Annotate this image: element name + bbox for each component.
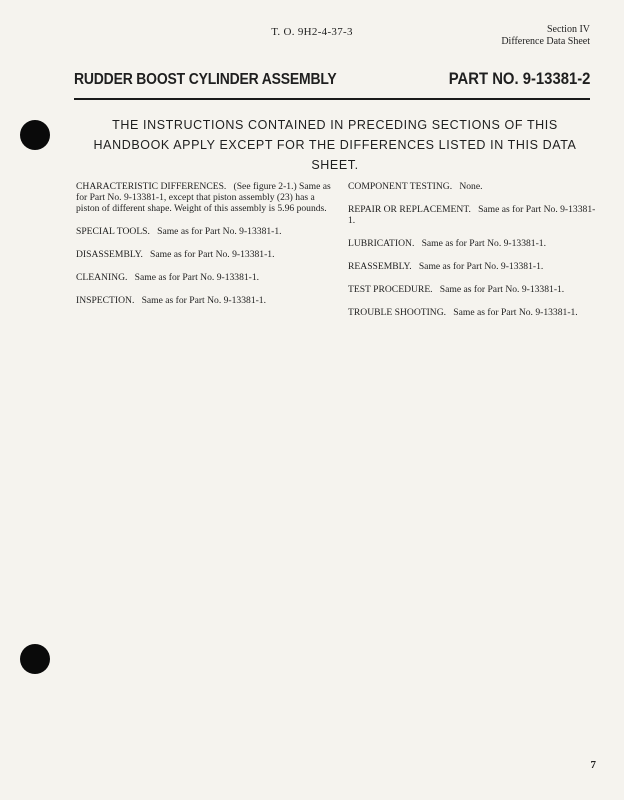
item-text: Same as for Part No. 9-13381-1. — [150, 249, 275, 260]
item-label: SPECIAL TOOLS. — [76, 226, 155, 237]
item-text: Same as for Part No. 9-13381-1. — [157, 226, 282, 237]
item-label: TROUBLE SHOOTING. — [348, 307, 451, 318]
item-text: Same as for Part No. 9-13381-1. — [418, 261, 544, 272]
page-number: 7 — [590, 759, 596, 771]
item-inspection — [76, 295, 338, 306]
item-text: Same as for Part No. 9-13381-1. — [439, 284, 565, 295]
item-test-procedure — [348, 284, 598, 295]
item-label: TEST PROCEDURE. — [348, 284, 438, 295]
item-text: Same as for Part No. 9-13381-1. — [453, 307, 578, 318]
item-text: (See figure 2-1.) Same as for Part No. 9-13381-1, except that piston assembly (23) has a piston of different shape. Weight of this assembly is 5.96 pounds. — [76, 181, 331, 214]
title-bar — [74, 70, 590, 100]
item-label: REPAIR OR REPLACEMENT. — [348, 204, 476, 215]
binder-hole-top — [20, 120, 50, 150]
part-number: PART NO. 9-13381-2 — [448, 70, 590, 88]
instructions-notice — [90, 115, 580, 175]
item-reassembly — [348, 261, 598, 272]
item-disassembly — [76, 249, 338, 260]
assembly-title: RUDDER BOOST CYLINDER ASSEMBLY — [74, 71, 337, 88]
item-text: Same as for Part No. 9-13381-1. — [141, 295, 267, 306]
right-column — [348, 181, 598, 330]
item-text: Same as for Part No. 9-13381-1. — [421, 238, 546, 249]
item-cleaning — [76, 272, 338, 283]
item-component-testing — [348, 181, 598, 192]
binder-hole-bottom — [20, 644, 50, 674]
item-label: LUBRICATION. — [348, 238, 420, 249]
item-label: INSPECTION. — [76, 295, 140, 306]
item-text: Same as for Part No. 9-13381-1. — [134, 272, 260, 283]
item-label: CHARACTERISTIC DIFFERENCES. — [76, 181, 232, 192]
item-label: CLEANING. — [76, 272, 133, 283]
left-column — [76, 181, 338, 318]
item-text: Same as for Part No. 9-13381-1. — [348, 204, 596, 226]
item-characteristic-differences — [76, 181, 338, 214]
item-lubrication — [348, 238, 598, 249]
item-label: COMPONENT TESTING. — [348, 181, 457, 192]
section-header — [501, 24, 590, 48]
to-number: T. O. 9H2-4-37-3 — [271, 26, 353, 38]
section-label: Section IV — [546, 24, 590, 35]
item-trouble-shooting — [348, 307, 598, 318]
notice-line-1: THE INSTRUCTIONS CONTAINED IN PRECEDING SECTIONS OF THIS — [112, 118, 558, 132]
notice-line-2: HANDBOOK APPLY EXCEPT FOR THE DIFFERENCES LISTED IN THIS DATA SHEET. — [93, 138, 577, 172]
item-text: None. — [459, 181, 483, 192]
item-special-tools — [76, 226, 338, 237]
item-repair-or-replacement — [348, 204, 598, 226]
section-subtitle: Difference Data Sheet — [501, 36, 590, 47]
item-label: DISASSEMBLY. — [76, 249, 148, 260]
item-label: REASSEMBLY. — [348, 261, 417, 272]
